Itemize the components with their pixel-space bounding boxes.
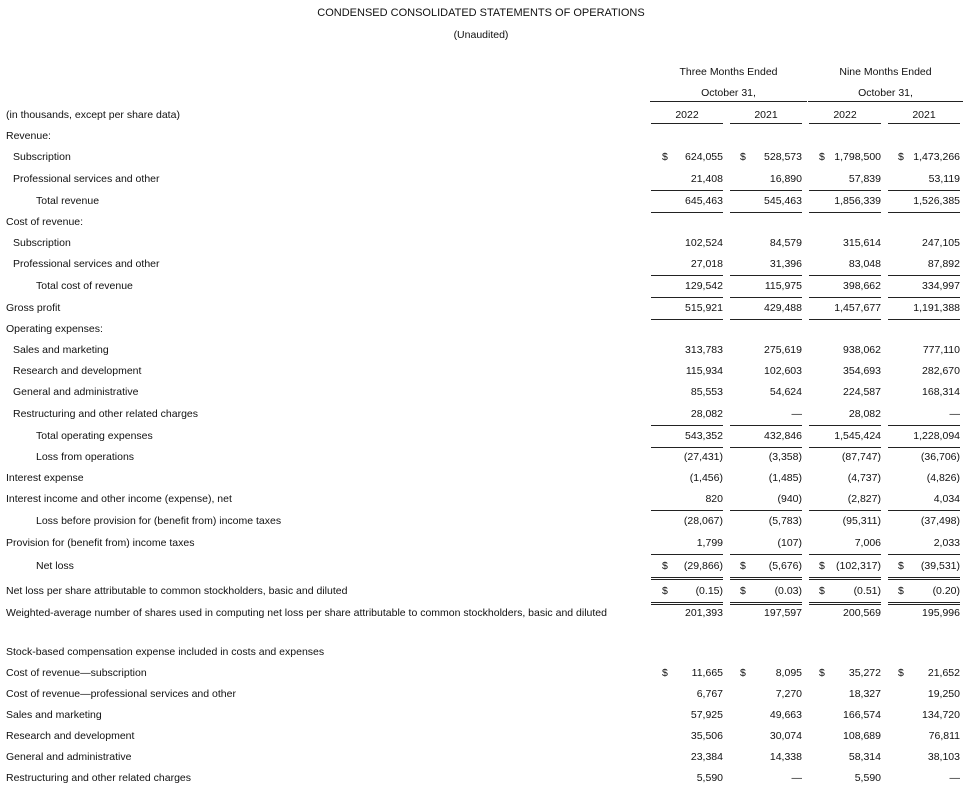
- statement-subtitle: (Unaudited): [453, 29, 509, 41]
- currency-symbol: $: [898, 151, 904, 163]
- table-row: [0, 216, 971, 237]
- table-row: [0, 237, 971, 258]
- table-row: [0, 386, 971, 407]
- table-row: [0, 515, 971, 536]
- table-row: [0, 302, 971, 323]
- value-cell: (1,456): [689, 472, 723, 484]
- currency-symbol: $: [662, 585, 668, 597]
- table-row: [0, 772, 971, 793]
- value-cell: 315,614: [843, 237, 881, 249]
- currency-symbol: $: [740, 151, 746, 163]
- value-cell: 28,082: [809, 408, 881, 426]
- row-label: Total revenue: [36, 195, 100, 207]
- value-cell: 115,934: [685, 365, 723, 377]
- year-header-rule: [809, 123, 881, 124]
- table-row: [0, 607, 971, 628]
- sbc-heading: Stock-based compensation expense included in costs and expenses: [6, 646, 325, 658]
- value-cell: 429,488: [730, 302, 802, 320]
- value-cell: 7,270: [775, 688, 802, 700]
- value-cell: 1,799: [651, 537, 723, 555]
- row-label: General and administrative: [13, 386, 139, 398]
- value-cell: 27,018: [651, 258, 723, 276]
- value-cell: 129,542: [651, 280, 723, 298]
- value-cell: 432,846: [730, 430, 802, 448]
- value-cell: (39,531): [888, 560, 960, 580]
- value-cell: 1,457,677: [809, 302, 881, 320]
- value-cell: —: [730, 408, 802, 426]
- value-cell: 38,103: [927, 751, 960, 763]
- currency-symbol: $: [898, 585, 904, 597]
- table-row: [0, 130, 971, 151]
- value-cell: 168,314: [922, 386, 960, 398]
- value-cell: (5,783): [768, 515, 802, 527]
- currency-symbol: $: [898, 560, 904, 572]
- statement-title: CONDENSED CONSOLIDATED STATEMENTS OF OPERATIONS: [317, 7, 645, 19]
- table-row: [0, 408, 971, 429]
- value-cell: 14,338: [769, 751, 802, 763]
- value-cell: 2,033: [888, 537, 960, 555]
- value-cell: 16,890: [730, 173, 802, 191]
- row-label: Professional services and other: [13, 173, 160, 185]
- row-label: Net loss per share attributable to common stockholders, basic and diluted: [6, 585, 348, 597]
- value-cell: 35,506: [690, 730, 723, 742]
- units-label: (in thousands, except per share data): [6, 109, 180, 121]
- value-cell: (28,067): [683, 515, 723, 527]
- value-cell: 645,463: [651, 195, 723, 213]
- value-cell: (107): [730, 537, 802, 555]
- row-label: Sales and marketing: [13, 344, 109, 356]
- year-header: 2022: [833, 109, 857, 121]
- value-cell: 49,663: [769, 709, 802, 721]
- value-cell: 1,545,424: [809, 430, 881, 448]
- nine-months-header-line2: October 31,: [858, 87, 913, 99]
- value-cell: (102,317): [809, 560, 881, 580]
- row-label: Loss before provision for (benefit from) income taxes: [36, 515, 282, 527]
- value-cell: 53,119: [888, 173, 960, 191]
- table-row: [0, 751, 971, 772]
- row-label: Weighted-average number of shares used in computing net loss per share attributable to common stockholders, basic and diluted: [6, 607, 607, 619]
- currency-symbol: $: [819, 667, 825, 679]
- year-header: 2021: [912, 109, 936, 121]
- value-cell: 313,783: [685, 344, 723, 356]
- year-header: 2021: [754, 109, 778, 121]
- value-cell: (36,706): [920, 451, 960, 463]
- table-row: [0, 173, 971, 194]
- table-row: [0, 280, 971, 301]
- value-cell: 820: [651, 493, 723, 511]
- value-cell: (1,485): [768, 472, 802, 484]
- row-label: Interest income and other income (expense), net: [6, 493, 232, 505]
- value-cell: 282,670: [922, 365, 960, 377]
- value-cell: (37,498): [920, 515, 960, 527]
- value-cell: —: [791, 772, 802, 784]
- nine-months-header-line1: Nine Months Ended: [839, 66, 932, 78]
- row-label: Subscription: [13, 151, 71, 163]
- table-row: [0, 730, 971, 751]
- table-row: [0, 195, 971, 216]
- row-label: Total cost of revenue: [36, 280, 133, 292]
- value-cell: 85,553: [690, 386, 723, 398]
- value-cell: 275,619: [764, 344, 802, 356]
- table-row: [0, 688, 971, 709]
- table-row: [0, 344, 971, 365]
- currency-symbol: $: [662, 667, 668, 679]
- row-label: Research and development: [13, 365, 142, 377]
- value-cell: (29,866): [651, 560, 723, 580]
- value-cell: 200,569: [843, 607, 881, 619]
- row-label: Research and development: [6, 730, 135, 742]
- row-label: Cost of revenue:: [6, 216, 84, 228]
- currency-symbol: $: [662, 560, 668, 572]
- value-cell: 31,396: [730, 258, 802, 276]
- value-cell: 102,524: [685, 237, 723, 249]
- table-row: [0, 451, 971, 472]
- value-cell: 354,693: [843, 365, 881, 377]
- value-cell: 5,590: [696, 772, 723, 784]
- year-header-rule: [888, 123, 960, 124]
- table-row: [0, 323, 971, 344]
- row-label: Gross profit: [6, 302, 61, 314]
- value-cell: (27,431): [683, 451, 723, 463]
- row-label: Loss from operations: [36, 451, 135, 463]
- value-cell: 528,573: [764, 151, 802, 163]
- value-cell: 30,074: [769, 730, 802, 742]
- value-cell: 398,662: [809, 280, 881, 298]
- row-label: General and administrative: [6, 751, 132, 763]
- table-row: [0, 493, 971, 514]
- year-header: 2022: [675, 109, 699, 121]
- value-cell: 87,892: [888, 258, 960, 276]
- value-cell: 84,579: [769, 237, 802, 249]
- currency-symbol: $: [662, 151, 668, 163]
- row-label: Provision for (benefit from) income taxes: [6, 537, 195, 549]
- value-cell: 57,925: [690, 709, 723, 721]
- row-label: Professional services and other: [13, 258, 160, 270]
- value-cell: 4,034: [888, 493, 960, 511]
- row-label: Revenue:: [6, 130, 51, 142]
- value-cell: 83,048: [809, 258, 881, 276]
- value-cell: 7,006: [809, 537, 881, 555]
- table-row: [0, 365, 971, 386]
- value-cell: 938,062: [843, 344, 881, 356]
- table-row: [0, 709, 971, 730]
- value-cell: (87,747): [841, 451, 881, 463]
- value-cell: 166,574: [843, 709, 881, 721]
- table-row: [0, 430, 971, 451]
- three-months-header-line1: Three Months Ended: [679, 66, 778, 78]
- row-label: Restructuring and other related charges: [6, 772, 192, 784]
- value-cell: 224,587: [843, 386, 881, 398]
- value-cell: 247,105: [922, 237, 960, 249]
- value-cell: (940): [730, 493, 802, 511]
- value-cell: (4,826): [926, 472, 960, 484]
- value-cell: 11,665: [691, 667, 723, 679]
- value-cell: 115,975: [730, 280, 802, 298]
- value-cell: (0.03): [730, 585, 802, 605]
- value-cell: 5,590: [854, 772, 881, 784]
- table-row: [0, 472, 971, 493]
- three-months-header-rule: [650, 101, 807, 102]
- value-cell: 1,526,385: [888, 195, 960, 213]
- value-cell: 21,408: [651, 173, 723, 191]
- value-cell: 58,314: [848, 751, 881, 763]
- currency-symbol: $: [819, 151, 825, 163]
- value-cell: 777,110: [922, 344, 960, 356]
- value-cell: 515,921: [651, 302, 723, 320]
- row-label: Total operating expenses: [36, 430, 153, 442]
- value-cell: (4,737): [847, 472, 881, 484]
- year-header-rule: [651, 123, 723, 124]
- value-cell: 19,250: [927, 688, 960, 700]
- currency-symbol: $: [819, 560, 825, 572]
- value-cell: 1,191,388: [888, 302, 960, 320]
- table-row: [0, 560, 971, 581]
- row-label: Subscription: [13, 237, 71, 249]
- table-row: [0, 151, 971, 172]
- value-cell: 134,720: [922, 709, 960, 721]
- value-cell: 18,327: [848, 688, 881, 700]
- value-cell: 6,767: [696, 688, 723, 700]
- value-cell: —: [949, 772, 960, 784]
- value-cell: 201,393: [685, 607, 723, 619]
- value-cell: 1,856,339: [809, 195, 881, 213]
- value-cell: (5,676): [730, 560, 802, 580]
- value-cell: 197,597: [764, 607, 802, 619]
- value-cell: 1,228,094: [888, 430, 960, 448]
- row-label: Interest expense: [6, 472, 84, 484]
- value-cell: 1,473,266: [913, 151, 960, 163]
- value-cell: (2,827): [809, 493, 881, 511]
- value-cell: 102,603: [764, 365, 802, 377]
- row-label: Operating expenses:: [6, 323, 103, 335]
- table-row: [0, 258, 971, 279]
- value-cell: 23,384: [690, 751, 723, 763]
- currency-symbol: $: [898, 667, 904, 679]
- currency-symbol: $: [740, 585, 746, 597]
- value-cell: (95,311): [842, 515, 881, 527]
- value-cell: 1,798,500: [834, 151, 881, 163]
- value-cell: 543,352: [651, 430, 723, 448]
- value-cell: 195,996: [922, 607, 960, 619]
- table-row: [0, 537, 971, 558]
- value-cell: —: [888, 408, 960, 426]
- table-row: [0, 667, 971, 688]
- nine-months-header-rule: [808, 101, 963, 102]
- currency-symbol: $: [819, 585, 825, 597]
- currency-symbol: $: [740, 667, 746, 679]
- value-cell: 76,811: [928, 730, 960, 742]
- value-cell: (0.15): [651, 585, 723, 605]
- value-cell: 334,997: [888, 280, 960, 298]
- three-months-header-line2: October 31,: [701, 87, 756, 99]
- row-label: Cost of revenue—subscription: [6, 667, 147, 679]
- value-cell: 28,082: [651, 408, 723, 426]
- row-label: Cost of revenue—professional services and other: [6, 688, 236, 700]
- value-cell: (0.51): [809, 585, 881, 605]
- year-header-rule: [730, 123, 802, 124]
- value-cell: 57,839: [809, 173, 881, 191]
- row-label: Sales and marketing: [6, 709, 102, 721]
- table-row: [0, 585, 971, 606]
- value-cell: 108,689: [843, 730, 881, 742]
- value-cell: 8,095: [775, 667, 802, 679]
- value-cell: 545,463: [730, 195, 802, 213]
- value-cell: 35,272: [848, 667, 881, 679]
- value-cell: 21,652: [927, 667, 960, 679]
- value-cell: (3,358): [768, 451, 802, 463]
- row-label: Net loss: [36, 560, 74, 572]
- value-cell: (0.20): [888, 585, 960, 605]
- row-label: Restructuring and other related charges: [13, 408, 199, 420]
- value-cell: 624,055: [685, 151, 723, 163]
- value-cell: 54,624: [769, 386, 802, 398]
- currency-symbol: $: [740, 560, 746, 572]
